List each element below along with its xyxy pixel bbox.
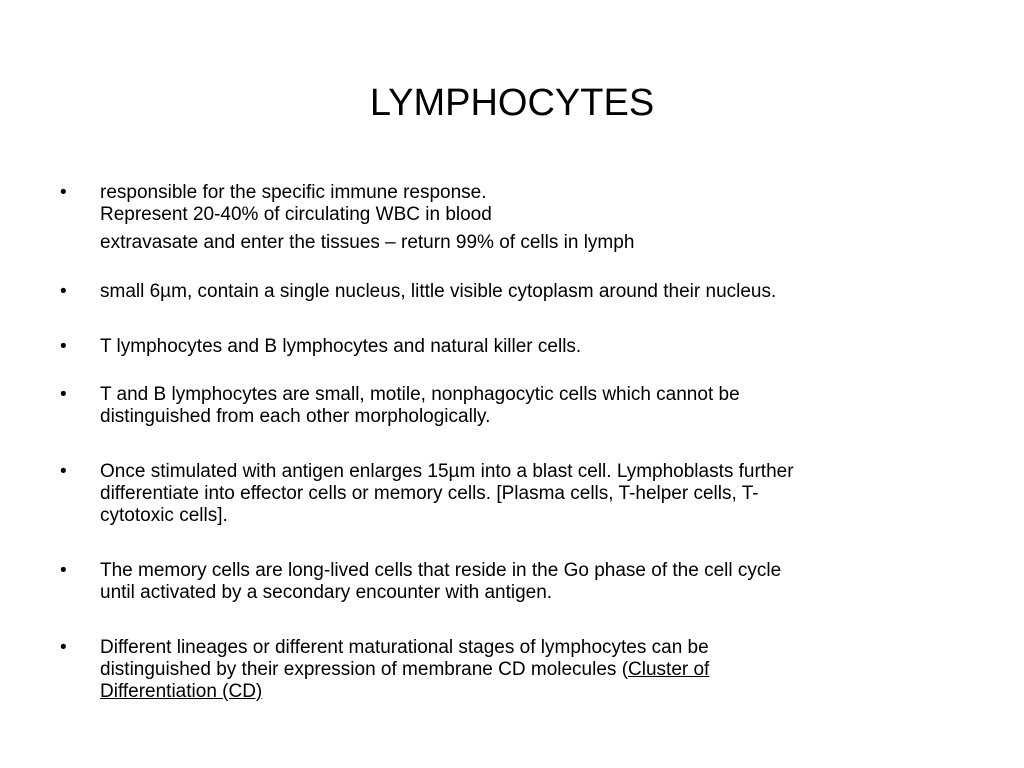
bullet-line: cytotoxic cells]. xyxy=(100,505,228,526)
cd-link[interactable]: Cluster of xyxy=(628,659,710,680)
bullet-marker: • xyxy=(60,384,67,405)
bullet-line: Different lineages or different maturational stages of lymphocytes can be xyxy=(100,637,709,658)
bullet-marker: • xyxy=(60,637,67,658)
bullet-sub-line: extravasate and enter the tissues – return 99% of cells in lymph xyxy=(100,232,635,253)
bullet-line: responsible for the specific immune response. xyxy=(100,182,487,203)
bullet-text xyxy=(100,560,960,604)
bullet-line-text: distinguished by their expression of membrane CD molecules ( xyxy=(100,659,629,680)
bullet-text xyxy=(100,281,960,303)
bullet-text xyxy=(100,637,960,703)
bullet-line: The memory cells are long-lived cells that reside in the Go phase of the cell cycle xyxy=(100,560,782,581)
bullet-line: T lymphocytes and B lymphocytes and natural killer cells. xyxy=(100,336,582,357)
bullet-line: T and B lymphocytes are small, motile, nonphagocytic cells which cannot be xyxy=(100,384,740,405)
bullet-marker: • xyxy=(60,560,67,581)
bullet-line: differentiate into effector cells or memory cells. [Plasma cells, T-helper cells, T- xyxy=(100,483,759,504)
bullet-marker: • xyxy=(60,461,67,482)
bullet-text xyxy=(100,461,960,527)
bullet-marker: • xyxy=(60,281,67,302)
bullet-marker: • xyxy=(60,336,67,357)
bullet-line xyxy=(100,659,960,681)
bullet-line: distinguished from each other morphologically. xyxy=(100,406,491,427)
bullet-line: Once stimulated with antigen enlarges 15µm into a blast cell. Lymphoblasts further xyxy=(100,461,794,482)
bullet-text xyxy=(100,336,960,358)
bullet-text xyxy=(100,182,960,226)
bullet-line: small 6µm, contain a single nucleus, little visible cytoplasm around their nucleus. xyxy=(100,281,777,302)
bullet-marker: • xyxy=(60,182,67,203)
slide-title: LYMPHOCYTES xyxy=(369,82,655,124)
bullet-line: Represent 20-40% of circulating WBC in blood xyxy=(100,204,492,225)
cd-link-continued[interactable]: Differentiation (CD) xyxy=(100,681,263,702)
bullet-text xyxy=(100,384,960,428)
bullet-line: until activated by a secondary encounter with antigen. xyxy=(100,582,553,603)
